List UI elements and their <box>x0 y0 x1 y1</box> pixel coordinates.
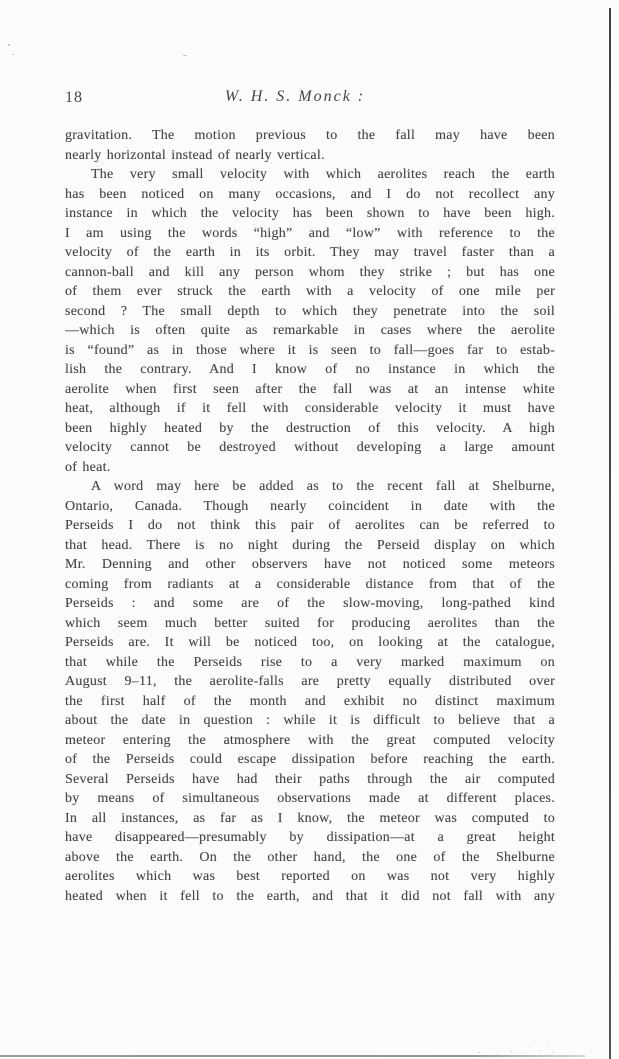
text-line: by means of simultaneous observations made at different places. <box>65 791 555 806</box>
text-line: Perseids are. It will be noticed too, on looking at the catalogue, <box>65 635 555 650</box>
text-line: instance in which the velocity has been shown to have been high. <box>65 206 555 221</box>
text-line: heated when it fell to the earth, and that it did not fall with any <box>65 888 555 904</box>
text-line: aerolite when first seen after the fall was at an intense white <box>65 381 555 397</box>
page-number: 18 <box>65 89 83 106</box>
text-line: cannon-ball and kill any person whom they strike ; but has one <box>65 264 555 280</box>
running-title: W. H. S. Monck : <box>224 88 366 105</box>
text-line: The very small velocity with which aerolites reach the earth <box>91 167 555 182</box>
text-line: meteor entering the atmosphere with the great computed velocity <box>65 732 555 748</box>
text-line: gravitation. The motion previous to the fall may have been <box>65 128 555 143</box>
text-line: nearly horizontal instead of nearly vertical. <box>65 147 325 163</box>
scan-smudge <box>470 1038 560 1056</box>
text-line: has been noticed on many occasions, and I do not recollect any <box>65 186 555 202</box>
scan-speck <box>8 44 10 46</box>
text-line: August 9–11, the aerolite-falls are pretty equally distributed over <box>65 674 555 689</box>
text-line: that head. There is no night during the Perseid display on which <box>65 537 555 553</box>
text-line: second ? The small depth to which they penetrate into the soil <box>65 303 555 319</box>
text-line: heat, although if it fell with considerable velocity it must have <box>65 401 555 416</box>
text-line: Perseids : and some are of the slow-moving, long-pathed kind <box>65 596 555 611</box>
text-line: A word may here be added as to the recent fall at Shelburne, <box>91 479 555 494</box>
page-header <box>65 88 555 110</box>
text-line: of them ever struck the earth with a velocity of one mile per <box>65 284 555 299</box>
text-line: aerolites which was best reported on was not very highly <box>65 869 555 884</box>
text-line: velocity cannot be destroyed without developing a large amount <box>65 440 555 455</box>
text-line: In all instances, as far as I know, the meteor was computed to <box>65 810 555 826</box>
text-line: that while the Perseids rise to a very marked maximum on <box>65 654 555 670</box>
text-line: of heat. <box>65 459 111 475</box>
text-line: Several Perseids have had their paths through the air computed <box>65 771 555 787</box>
text-lines <box>65 126 555 906</box>
text-line: about the date in question : while it is difficult to believe that a <box>65 713 555 728</box>
scan-edge-line-right <box>609 8 611 1059</box>
text-line: of the Perseids could escape dissipation before reaching the earth. <box>65 752 555 767</box>
text-line: I am using the words “high” and “low” with reference to the <box>65 225 555 241</box>
text-line: is “found” as in those where it is seen to fall—goes far to estab- <box>65 342 555 358</box>
text-line: velocity of the earth in its orbit. They may travel faster than a <box>65 245 555 260</box>
text-line: lish the contrary. And I know of no instance in which the <box>65 362 555 377</box>
scan-speck <box>183 55 187 56</box>
text-line: —which is often quite as remarkable in cases where the aerolite <box>65 323 555 338</box>
text-line: Ontario, Canada. Though nearly coincident in date with the <box>65 498 555 514</box>
text-line: which seem much better suited for producing aerolites than the <box>65 615 555 631</box>
scan-speck <box>12 54 14 55</box>
text-line: above the earth. On the other hand, the one of the Shelburne <box>65 849 555 865</box>
text-line: Mr. Denning and other observers have not noticed some meteors <box>65 557 555 572</box>
text-line: coming from radiants at a considerable distance from that of the <box>65 576 555 592</box>
text-line: the first half of the month and exhibit no distinct maximum <box>65 693 555 709</box>
text-line: Perseids I do not think this pair of aerolites can be referred to <box>65 518 555 533</box>
text-line: been highly heated by the destruction of this velocity. A high <box>65 420 555 436</box>
text-line: have disappeared—presumably by dissipation—at a great height <box>65 830 555 845</box>
